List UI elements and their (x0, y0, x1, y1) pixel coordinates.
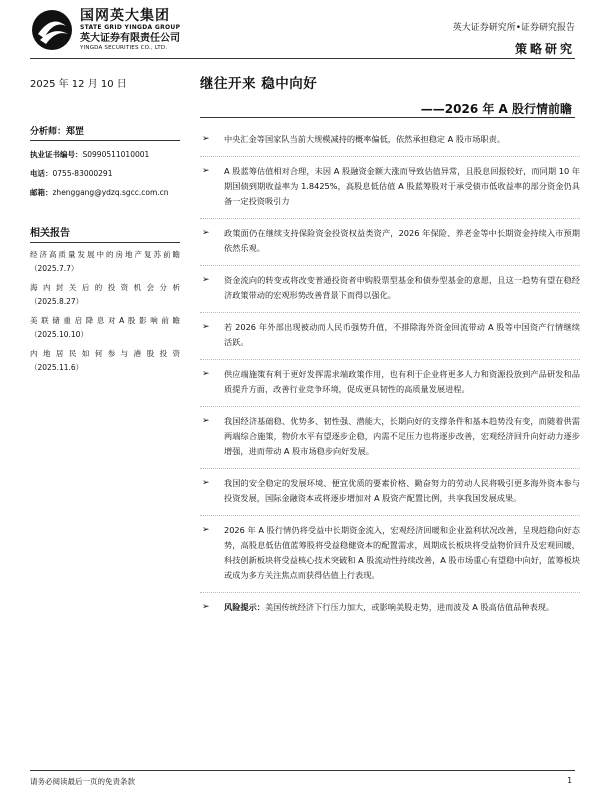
logo-en: STATE GRID YINGDA GROUP (80, 23, 181, 31)
arrow-bullet-icon: ➢ (202, 602, 210, 612)
company-en: YINGDA SECURITIES CO., LTD. (80, 44, 168, 51)
arrow-bullet-icon: ➢ (202, 416, 210, 426)
title-divider (200, 117, 575, 118)
header-org: 英大证券研究所•证券研究报告 (452, 23, 575, 33)
bullet-text: 美国传统经济下行压力加大，或影响美股走势，进而波及 A 股高估值品种表现。 (264, 602, 555, 612)
company-cn: 英大证券有限责任公司 (80, 32, 180, 44)
bullet-point (200, 226, 580, 266)
arrow-bullet-icon: ➢ (202, 166, 210, 176)
bullet-text: 若 2026 年外部出现被动而人民币强势升值，不排除海外资金回流带动 A 股等中国资产行情继续活跃。 (224, 322, 580, 347)
related-report-date: （2025.8.27） (30, 297, 84, 306)
related-report[interactable] (30, 314, 180, 342)
bullet-text: 资金流向的转变或将改变普通投资者申购股票型基金和债券型基金的意愿，且这一趋势有望在稳经济政策带动的宏观形势改善背景下而得以强化。 (224, 275, 580, 300)
risk-warning (200, 600, 580, 624)
bullet-text: 中央汇金等国家队当前大规模减持的概率偏低，依然承担稳定 A 股市场职责。 (224, 134, 505, 144)
arrow-bullet-icon: ➢ (202, 134, 210, 144)
analyst-name: 分析师：郑罡 (30, 124, 180, 141)
info-value[interactable]: zhenggang@ydzq.sgcc.com.cn (52, 188, 169, 197)
related-report[interactable] (30, 248, 180, 276)
related-report-title[interactable]: 内地居民如何参与港股投资 (30, 349, 180, 358)
related-report-title[interactable]: 经济高质量发展中的房地产复苏前瞻 (30, 250, 180, 259)
info-key: 执业证书编号： (30, 150, 83, 159)
arrow-bullet-icon: ➢ (202, 275, 210, 285)
logo-cn: 国网英大集团 (80, 7, 170, 24)
bullet-text: 供应端施策有利于更好发挥需求端政策作用，也有利于企业将更多人力和资源投放到产品研发和品质提升方面，改善行业竞争环境，促成更具韧性的高质量发展进程。 (224, 369, 580, 394)
header-category: 策略研究 (514, 42, 575, 56)
related-report[interactable] (30, 347, 180, 375)
bullet-text: 2026 年 A 股行情仍将受益中长期资金流入，宏观经济回暖和企业盈利状况改善，呈现趋稳向好态势，高股息低估值蓝筹股将受益稳健资本的配置需求，周期成长板块将受益物价回升及宏观回暖，科技创新板块将受益核心技术突破和 A 股流动性持续改善，A 股市场重心有望稳中向好，蓝筹板块或成为多方关注焦点而获得估值上行表现。 (224, 525, 580, 580)
page-number: 1 (567, 776, 572, 785)
arrow-bullet-icon: ➢ (202, 228, 210, 238)
info-value: S0990511010001 (82, 150, 150, 159)
header-right (453, 20, 575, 57)
sidebar (30, 124, 180, 375)
logo-text (80, 9, 180, 52)
related-reports-title: 相关报告 (30, 224, 180, 243)
related-report-title[interactable]: 美联储重启降息对A股影响前瞻 (30, 316, 180, 325)
bullet-text: 我国的安全稳定的发展环境、便宜优质的要素价格、勤奋努力的劳动人民将吸引更多海外资本参与投资发展，国际金融资本或将逐步增加对 A 股资产配置比例，共享我国发展成果。 (224, 478, 580, 503)
risk-label: 风险提示： (224, 602, 265, 612)
company-logo (30, 8, 180, 52)
bullet-point (200, 273, 580, 313)
analyst-email (30, 187, 180, 198)
info-value: 0755-83000291 (52, 169, 113, 178)
report-date: 2025 年 12 月 10 日 (30, 79, 127, 90)
info-key: 邮箱： (30, 188, 53, 197)
arrow-bullet-icon: ➢ (202, 478, 210, 488)
disclaimer-note: 请务必阅读最后一页的免责条款 (30, 777, 135, 786)
report-subtitle: ——2026 年 A 股行情前瞻 (420, 102, 572, 116)
bullet-point (200, 523, 580, 593)
bullet-point (200, 367, 580, 407)
related-report-title[interactable]: 海内封关后的投资机会分析 (30, 283, 180, 292)
bullet-text: 我国经济基础稳、优势多、韧性强、潜能大，长期向好的支撑条件和基本趋势没有变，而随着供需两端综合施策，物价水平有望逐步企稳，内需不足压力也将逐步改善，宏观经济回升向好动力逐步增强，进而带动 A 股市场稳步向好发展。 (224, 416, 580, 456)
related-report-date: （2025.11.6） (30, 363, 84, 372)
footer-divider (30, 770, 575, 771)
bullet-text: 政策面仍在继续支持保险资金投资权益类资产，2026 年保险、养老金等中长期资金持续入市预期依然乐观。 (224, 228, 580, 253)
arrow-bullet-icon: ➢ (202, 322, 210, 332)
bullet-point (200, 320, 580, 360)
analyst-cert (30, 149, 180, 160)
page-header (30, 6, 575, 56)
main-content (200, 132, 580, 631)
related-report-date: （2025.7.7） (30, 264, 79, 273)
bullet-point (200, 132, 580, 157)
arrow-bullet-icon: ➢ (202, 369, 210, 379)
bullet-point (200, 414, 580, 469)
related-report[interactable] (30, 281, 180, 309)
analyst-phone (30, 168, 180, 179)
header-divider (30, 58, 575, 59)
bullet-point (200, 164, 580, 219)
bullet-point (200, 476, 580, 516)
info-key: 电话： (30, 169, 53, 178)
related-report-date: （2025.10.10） (30, 330, 88, 339)
state-grid-logo-icon (30, 8, 74, 52)
report-title: 继往开来 稳中向好 (200, 76, 318, 92)
bullet-text: A 股蓝筹估值相对合理，未因 A 股融资金额大涨而导致估值异常，且股息回报较好，而同期 10 年期国债到期收益率为 1.8425%，高股息低估值 A 股蓝筹股对于承受债市低收益率的部分资金仍具备一定投资吸引力 (224, 166, 580, 206)
arrow-bullet-icon: ➢ (202, 525, 210, 535)
